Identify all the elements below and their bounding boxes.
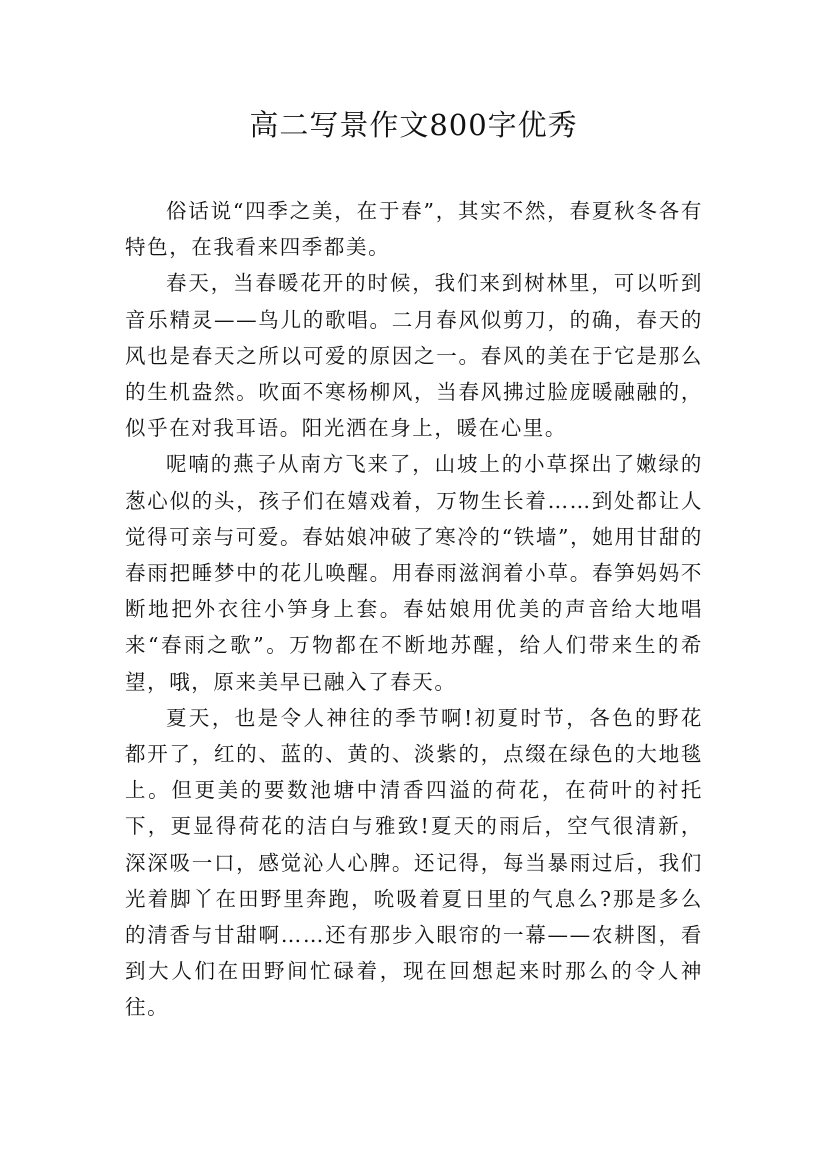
document-title: 高二写景作文800字优秀 bbox=[249, 108, 578, 142]
document-body bbox=[125, 193, 703, 1026]
paragraph-2: 春天，当春暖花开的时候，我们来到树林里，可以听到音乐精灵——鸟儿的歌唱。二月春风似剪刀，的确，春天的风也是春天之所以可爱的原因之一。春风的美在于它是那么的生机盎然。吹面不寒杨柳风，当春风拂过脸庞暖融融的，似乎在对我耳语。阳光洒在身上，暖在心里。 bbox=[125, 271, 703, 441]
paragraph-4: 夏天，也是令人神往的季节啊!初夏时节，各色的野花都开了，红的、蓝的、黄的、淡紫的，点缀在绿色的大地毯上。但更美的要数池塘中清香四溢的荷花，在荷叶的衬托下，更显得荷花的洁白与雅致!夏天的雨后，空气很清新，深深吸一口，感觉沁人心脾。还记得，每当暴雨过后，我们光着脚丫在田野里奔跑，吮吸着夏日里的气息么?那是多么的清香与甘甜啊……还有那步入眼帘的一幕——农耕图，看到大人们在田野间忙碌着，现在回想起来时那么的令人神往。 bbox=[125, 705, 703, 1020]
paragraph-3: 呢喃的燕子从南方飞来了，山坡上的小草探出了嫩绿的葱心似的头，孩子们在嬉戏着，万物生长着……到处都让人觉得可亲与可爱。春姑娘冲破了寒冷的“铁墙”，她用甘甜的春雨把睡梦中的花儿唤醒。用春雨滋润着小草。春笋妈妈不断地把外衣往小笋身上套。春姑娘用优美的声音给大地唱来“春雨之歌”。万物都在不断地苏醒，给人们带来生的希望，哦，原来美早已融入了春天。 bbox=[125, 452, 703, 694]
paragraph-1: 俗话说“四季之美，在于春”，其实不然，春夏秋冬各有特色，在我看来四季都美。 bbox=[125, 199, 703, 260]
